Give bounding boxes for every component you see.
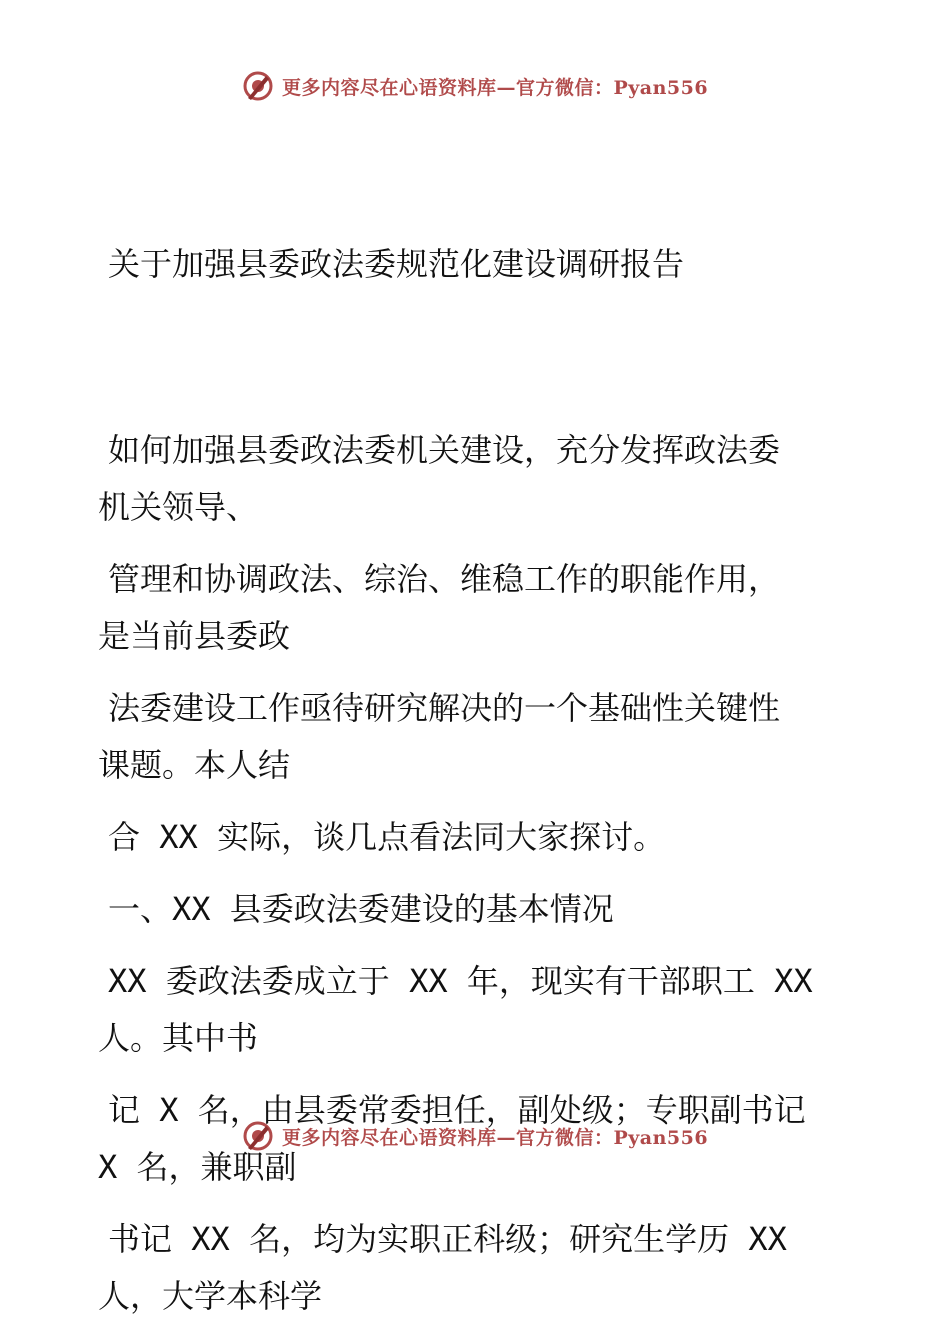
paragraph-line: XX 委政法委成立于 XX 年，现实有干部职工 XX [108,962,813,1000]
watermark-text: 更多内容尽在心语资料库—官方微信：Pyan556 [281,1126,709,1149]
paragraph [98,680,858,794]
paragraph [98,953,858,1067]
title-line: 关于加强县委政法委规范化建设调研报告 [108,245,685,283]
watermark-header [0,70,950,102]
paragraph-line: 一、XX 县委政法委建设的基本情况 [108,890,614,928]
paragraph-line: 人，大学本科学 [98,1277,323,1315]
watermark-text: 更多内容尽在心语资料库—官方微信：Pyan556 [281,76,709,99]
paragraph-line: 书记 XX 名，均为实职正科级；研究生学历 XX [108,1220,787,1258]
paragraph [98,881,858,938]
paragraph-line: 管理和协调政法、综治、维稳工作的职能作用， [108,560,781,598]
paragraph [98,551,858,665]
document-title [98,122,858,407]
paragraph-line: 如何加强县委政法委机关建设，充分发挥政法委 [108,431,781,469]
paragraph-line: 人。其中书 [98,1019,259,1057]
pen-logo-icon [242,70,274,102]
paragraph [98,1211,858,1325]
watermark-footer [0,1120,950,1152]
paragraph-line: 机关领导、 [98,488,259,526]
paragraph-line: 法委建设工作亟待研究解决的一个基础性关键性 [108,689,781,727]
paragraph-list [98,422,858,1325]
paragraph-line: 记 X 名，由县委常委担任，副处级；专职副书记 [108,1091,806,1129]
pen-logo-icon [242,1120,274,1152]
paragraph-line: 合 XX 实际，谈几点看法同大家探讨。 [108,818,666,856]
paragraph [98,422,858,536]
paragraph [98,809,858,866]
document-body [98,122,858,1340]
paragraph-line: X 名，兼职副 [98,1148,297,1186]
paragraph-line: 是当前县委政 [98,617,291,655]
paragraph-line: 课题。本人结 [98,746,291,784]
